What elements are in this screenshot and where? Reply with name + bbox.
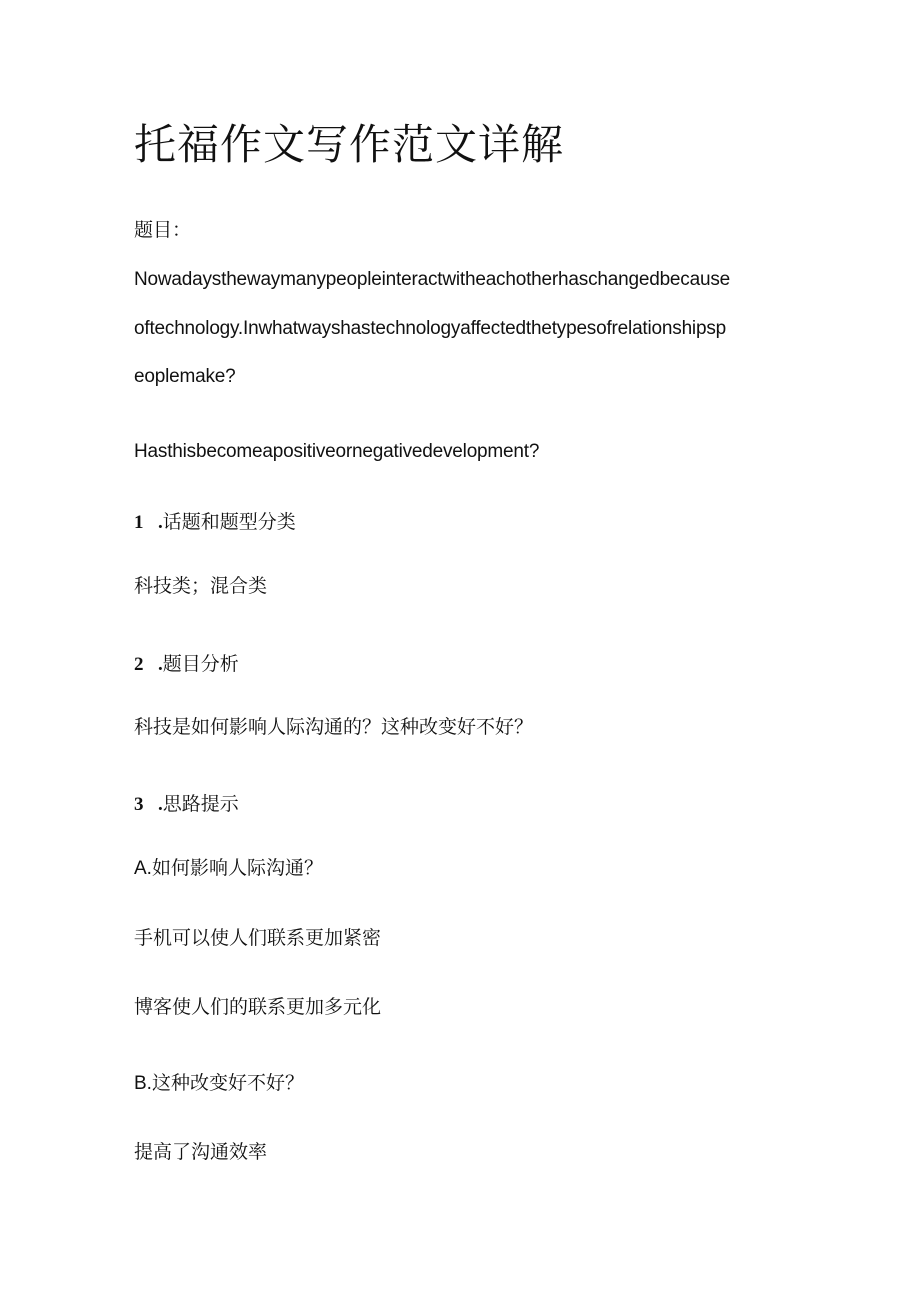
section-heading-text: 话题和题型分类 xyxy=(162,511,296,533)
section-heading-1 xyxy=(134,513,296,532)
subsection-a-heading xyxy=(134,859,323,878)
section-content-1: 科技类；混合类 xyxy=(134,575,268,597)
subsection-b-point-1: 提高了沟通效率 xyxy=(134,1141,268,1163)
subsection-lead: A. xyxy=(134,858,152,879)
section-dot: . xyxy=(158,512,163,533)
section-dot: . xyxy=(158,794,163,815)
subsection-a-point-2: 博客使人们的联系更加多元化 xyxy=(134,996,382,1018)
section-dot: . xyxy=(158,654,163,675)
subsection-a-point-1: 手机可以使人们联系更加紧密 xyxy=(134,927,382,949)
section-content-2: 科技是如何影响人际沟通的？这种改变好不好？ xyxy=(134,716,534,738)
subsection-label: 这种改变好不好？ xyxy=(151,1072,304,1094)
subsection-lead: B. xyxy=(134,1073,152,1094)
section-heading-text: 题目分析 xyxy=(162,653,239,675)
prompt-label: 题目： xyxy=(134,219,192,241)
section-heading-3 xyxy=(134,795,239,814)
section-heading-2 xyxy=(134,655,239,674)
prompt-question: Hasthisbecomeapositiveornegativedevelopment? xyxy=(134,441,540,462)
section-number: 3 xyxy=(134,794,144,815)
prompt-line-2: oftechnology.Inwhatwayshastechnologyaffectedthetypesofrelationshipsp xyxy=(134,318,726,339)
section-heading-text: 思路提示 xyxy=(162,793,239,815)
section-number: 1 xyxy=(134,512,144,533)
section-number: 2 xyxy=(134,654,144,675)
subsection-label: 如何影响人际沟通？ xyxy=(151,857,323,879)
prompt-line-1: Nowadaysthewaymanypeopleinteractwitheachotherhaschangedbecause xyxy=(134,269,730,290)
prompt-line-3: eoplemake? xyxy=(134,366,236,387)
document-title: 托福作文写作范文详解 xyxy=(134,120,565,169)
subsection-b-heading xyxy=(134,1074,304,1093)
